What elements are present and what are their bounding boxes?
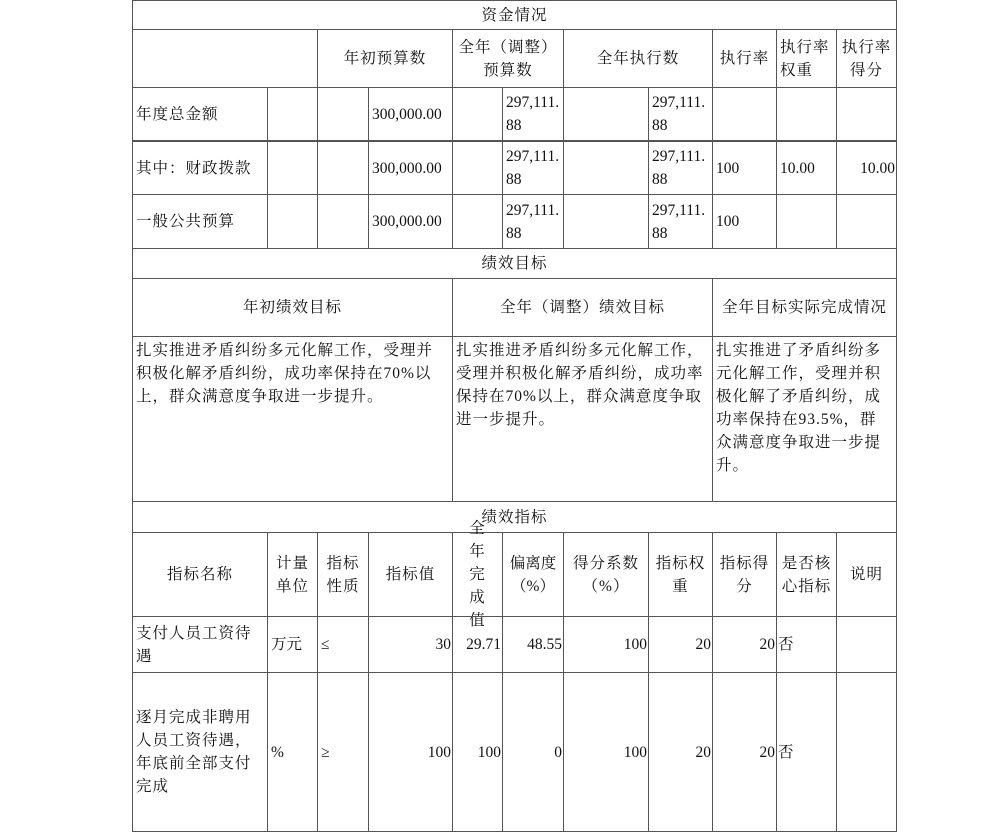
weight-value: 10.00 xyxy=(776,141,837,195)
row-label: 一般公共预算 xyxy=(132,194,268,249)
weight-value xyxy=(776,194,837,249)
header-target: 指标值 xyxy=(368,532,453,617)
empty-cell xyxy=(452,141,503,195)
header-executed: 全年执行数 xyxy=(563,29,713,88)
rate-value xyxy=(712,87,777,141)
adjusted-value: 297,111.88 xyxy=(502,87,564,141)
indicator-deviation: 48.55 xyxy=(502,616,564,673)
indicator-note xyxy=(836,616,897,673)
indicator-weight: 20 xyxy=(648,616,713,673)
empty-cell xyxy=(317,141,369,195)
indicator-score: 20 xyxy=(712,616,777,673)
indicator-coefficient: 100 xyxy=(563,672,649,832)
header-score: 指标得分 xyxy=(712,532,777,617)
indicator-score: 20 xyxy=(712,672,777,832)
empty-cell xyxy=(563,87,649,141)
empty-cell xyxy=(317,194,369,249)
initial-value: 300,000.00 xyxy=(368,194,453,249)
indicator-nature: ≤ xyxy=(317,616,369,673)
empty-cell xyxy=(317,87,369,141)
initial-goal-text: 扎实推进矛盾纠纷多元化解工作，受理并积极化解矛盾纠纷，成功率保持在70%以上，群众满意度争取进一步提升。 xyxy=(132,336,453,502)
indicator-deviation: 0 xyxy=(502,672,564,832)
indicator-coefficient: 100 xyxy=(563,616,649,673)
header-name: 指标名称 xyxy=(132,532,268,617)
empty-cell xyxy=(563,141,649,195)
score-value xyxy=(836,194,897,249)
actual-goal-text: 扎实推进了矛盾纠纷多元化解工作，受理并积极化解了矛盾纠纷，成功率保持在93.5%，群众满意度争取进一步提升。 xyxy=(712,336,897,502)
adjusted-value: 297,111.88 xyxy=(502,194,564,249)
header-adjusted-budget: 全年（调整）预算数 xyxy=(452,29,564,88)
indicator-nature: ≥ xyxy=(317,672,369,832)
indicator-unit: 万元 xyxy=(267,616,318,673)
header-rate-score: 执行率得分 xyxy=(836,29,897,88)
header-completed: 全年完成值 xyxy=(452,532,503,617)
rate-value: 100 xyxy=(712,141,777,195)
indicator-core: 否 xyxy=(776,616,837,673)
empty-cell xyxy=(267,194,318,249)
header-actual-goal: 全年目标实际完成情况 xyxy=(712,278,897,337)
indicators-title: 绩效指标 xyxy=(132,501,897,533)
indicator-completed: 100 xyxy=(452,672,503,832)
header-rate: 执行率 xyxy=(712,29,777,88)
goals-title: 绩效目标 xyxy=(132,248,897,279)
empty-cell xyxy=(267,87,318,141)
score-value xyxy=(836,87,897,141)
initial-value: 300,000.00 xyxy=(368,141,453,195)
indicator-name: 逐月完成非聘用人员工资待遇，年底前全部支付完成 xyxy=(132,672,268,832)
funds-title: 资金情况 xyxy=(132,0,897,30)
row-label: 年度总金额 xyxy=(132,87,268,141)
header-initial-budget: 年初预算数 xyxy=(317,29,453,88)
indicator-name: 支付人员工资待遇 xyxy=(132,616,268,673)
indicator-weight: 20 xyxy=(648,672,713,832)
executed-value: 297,111.88 xyxy=(648,87,713,141)
header-adjusted-goal: 全年（调整）绩效目标 xyxy=(452,278,713,337)
indicator-unit: % xyxy=(267,672,318,832)
header-initial-goal: 年初绩效目标 xyxy=(132,278,453,337)
header-coefficient: 得分系数（%） xyxy=(563,532,649,617)
header-note: 说明 xyxy=(836,532,897,617)
header-weight: 指标权重 xyxy=(648,532,713,617)
indicator-target: 100 xyxy=(368,672,453,832)
adjusted-value: 297,111.88 xyxy=(502,141,564,195)
header-nature: 指标性质 xyxy=(317,532,369,617)
score-value: 10.00 xyxy=(836,141,897,195)
header-rate-weight: 执行率权重 xyxy=(776,29,837,88)
indicator-completed: 29.71 xyxy=(452,616,503,673)
adjusted-goal-text: 扎实推进矛盾纠纷多元化解工作，受理并积极化解矛盾纠纷，成功率保持在70%以上，群众满意度争取进一步提升。 xyxy=(452,336,713,502)
indicator-note xyxy=(836,672,897,832)
rate-value: 100 xyxy=(712,194,777,249)
header-deviation: 偏离度（%） xyxy=(502,532,564,617)
empty-cell xyxy=(452,87,503,141)
row-label: 其中：财政拨款 xyxy=(132,141,268,195)
indicator-target: 30 xyxy=(368,616,453,673)
initial-value: 300,000.00 xyxy=(368,87,453,141)
indicator-core: 否 xyxy=(776,672,837,832)
header-core: 是否核心指标 xyxy=(776,532,837,617)
executed-value: 297,111.88 xyxy=(648,194,713,249)
empty-cell xyxy=(563,194,649,249)
empty-cell xyxy=(452,194,503,249)
empty-cell xyxy=(267,141,318,195)
executed-value: 297,111.88 xyxy=(648,141,713,195)
blank-cell xyxy=(132,29,318,88)
weight-value xyxy=(776,87,837,141)
header-unit: 计量单位 xyxy=(267,532,318,617)
